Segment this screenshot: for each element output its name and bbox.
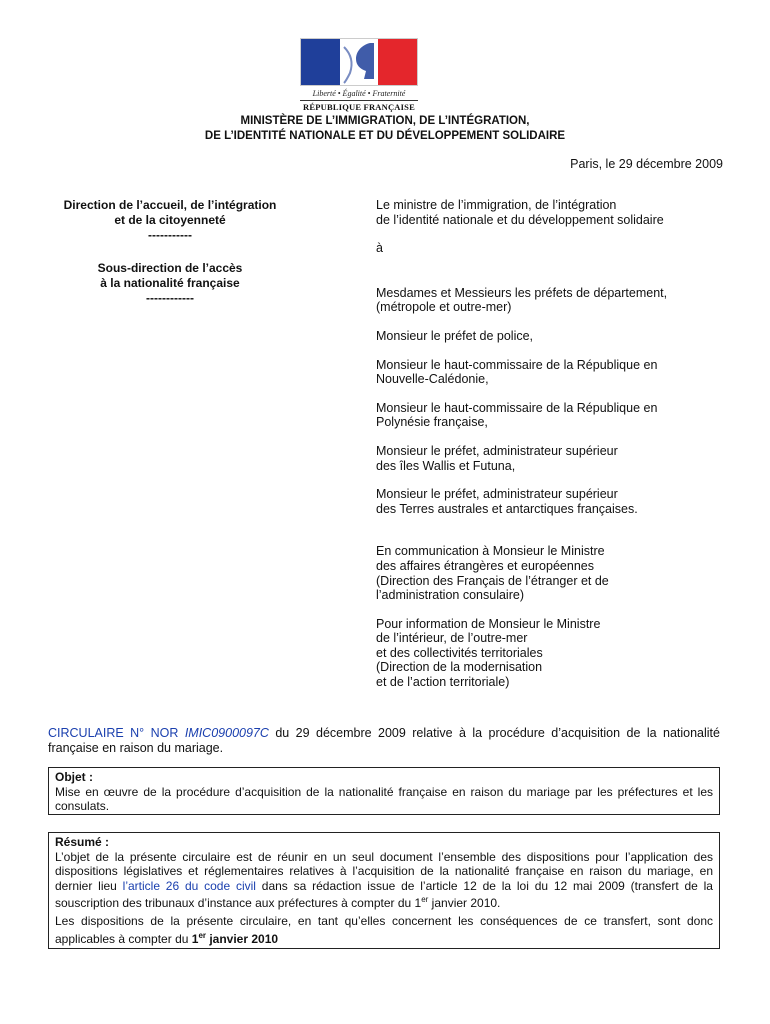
- circulaire-title: CIRCULAIRE N° NOR IMIC0900097C du 29 décembre 2009 relative à la procédure d’acquisition de la nationalité française en raison du mariage.: [48, 726, 720, 755]
- marianne-logo: [300, 38, 418, 112]
- document-date: Paris, le 29 décembre 2009: [570, 157, 723, 171]
- republic-label: RÉPUBLIQUE FRANÇAISE: [300, 100, 418, 112]
- addressees: Le ministre de l’immigration, de l’intégration de l’identité nationale et du développement solidaire à Mesdames et Messieurs les préfets de département, (métropole et outre-mer) Monsieur le préfet de police, Monsieur le haut-commissaire de la République en Nouvelle-Calédonie, Monsieur le haut-commissaire de la République en Polynésie française, Monsieur le préfet, administrateur supérieur des îles Wallis et Futuna, Monsieur le préfet, administrateur supérieur des Terres australes et antarctiques françaises. En communication à Monsieur le Ministre des affaires étrangères et européennes (Direction des Français de l’étranger et de l’administration consulaire) Pour information de Monsieur le Ministre de l’intérieur, de l’outre-mer et des collectivités territoriales (Direction de la modernisation et de l’action territoriale): [376, 198, 668, 690]
- motto: Liberté • Égalité • Fraternité: [312, 89, 406, 98]
- nor-link[interactable]: IMIC0900097C: [184, 726, 269, 740]
- ministry-title: MINISTÈRE DE L’IMMIGRATION, DE L’INTÉGRATION, DE L’IDENTITÉ NATIONALE ET DU DÉVELOPPEMENT SOLIDAIRE: [204, 115, 566, 142]
- objet-box: Objet : Mise en œuvre de la procédure d’acquisition de la nationalité française en raison du mariage par les préfectures et les consulats.: [48, 767, 720, 815]
- issuing-direction: Direction de l’accueil, de l’intégration et de la citoyenneté ----------- Sous-direction de l’accès à la nationalité française ------------: [63, 198, 277, 305]
- resume-box: Résumé : L’objet de la présente circulaire est de réunir en un seul document l’ensemble des dispositions pour l’application des dispositions législatives et réglementaires relatives à l’acquisition de la nationalité française en raison du mariage, en dernier lieu l’article 26 du code civil dans sa rédaction issue de l’article 12 de la loi du 12 mai 2009 (transfert de la souscription des tribunaux d’instance aux préfectures à compter du 1er janvier 2010. Les dispositions de la présente circulaire, en tant qu’elles concernent les conséquences de ce transfert, sont donc applicables à compter du 1er janvier 2010: [48, 832, 720, 949]
- code-civil-link[interactable]: l’article 26 du code civil: [122, 878, 256, 893]
- tricolor-flag-icon: [300, 38, 418, 86]
